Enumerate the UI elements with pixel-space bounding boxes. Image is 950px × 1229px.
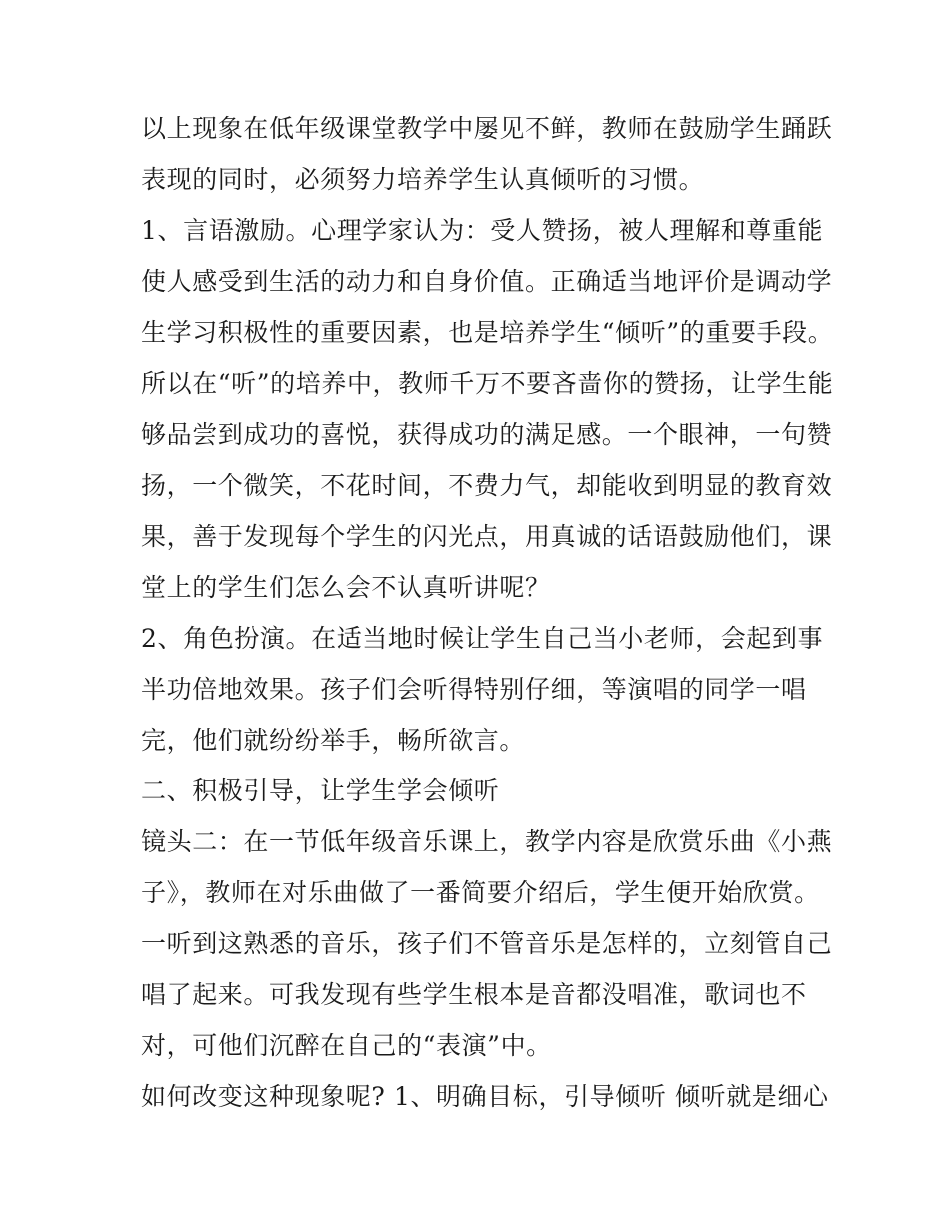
text-line: 堂上的学生们怎么会不认真听讲呢？ [141, 573, 551, 602]
text-line: 1、言语激励。心理学家认为：受人赞扬，被人理解和尊重能 [141, 216, 824, 245]
text-line: 2、角色扮演。在适当地时候让学生自己当小老师，会起到事 [141, 624, 824, 653]
text-line: 镜头二：在一节低年级音乐课上，教学内容是欣赏乐曲《小燕 [141, 827, 833, 856]
text-line: 如何改变这种现象呢? 1、明确目标，引导倾听 倾听就是细心 [141, 1082, 829, 1111]
text-line: 生学习积极性的重要因素，也是培养学生“倾听”的重要手段。 [141, 318, 834, 347]
text-line: 半功倍地效果。孩子们会听得特别仔细，等演唱的同学一唱 [141, 675, 807, 704]
text-line: 表现的同时，必须努力培养学生认真倾听的习惯。 [141, 165, 705, 194]
text-line: 够品尝到成功的喜悦，获得成功的满足感。一个眼神，一句赞 [141, 420, 833, 449]
text-line: 唱了起来。可我发现有些学生根本是音都没唱准，歌词也不 [141, 980, 807, 1009]
text-line: 对，可他们沉醉在自己的“表演”中。 [141, 1031, 552, 1060]
text-line: 以上现象在低年级课堂教学中屡见不鲜，教师在鼓励学生踊跃 [141, 114, 833, 143]
text-line: 一听到这熟悉的音乐，孩子们不管音乐是怎样的，立刻管自己 [141, 929, 833, 958]
text-line: 扬，一个微笑，不花时间，不费力气，却能收到明显的教育效 [141, 471, 833, 500]
text-line: 子》，教师在对乐曲做了一番简要介绍后，学生便开始欣赏。 [141, 878, 820, 907]
text-line: 果，善于发现每个学生的闪光点，用真诚的话语鼓励他们，课 [141, 522, 833, 551]
text-line: 所以在“听”的培养中，教师千万不要吝啬你的赞扬，让学生能 [141, 369, 834, 398]
text-line: 使人感受到生活的动力和自身价值。正确适当地评价是调动学 [141, 267, 833, 296]
text-line: 完，他们就纷纷举手，畅所欲言。 [141, 726, 526, 755]
section-heading: 二、积极引导，让学生学会倾听 [141, 776, 500, 805]
